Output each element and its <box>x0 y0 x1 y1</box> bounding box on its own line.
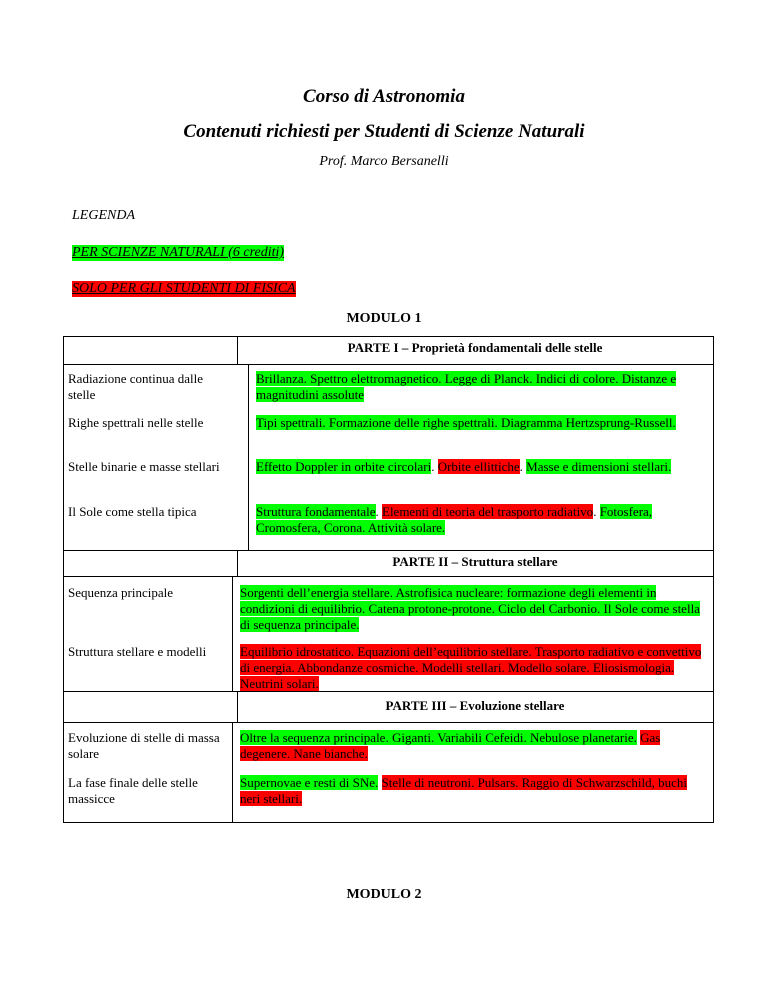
legend-heading: LEGENDA <box>72 208 135 223</box>
topic-label: Radiazione continua dalle stelle <box>68 371 204 402</box>
physics-only-text: Stelle di neutroni. Pulsars. Raggio di Schwarzschild, buchi neri stellari. <box>240 775 687 806</box>
professor-name: Prof. Marco Bersanelli <box>319 154 449 169</box>
natural-sciences-text: Oltre la sequenza principale. Giganti. Variabili Cefeidi. Nebulose planetarie. <box>240 730 637 745</box>
physics-only-text: Orbite ellittiche <box>437 459 520 474</box>
part-1-heading: PARTE I – Proprietà fondamentali delle stelle <box>347 340 603 355</box>
topic-label: Evoluzione di stelle di massa solare <box>68 730 220 761</box>
natural-sciences-text: Masse e dimensioni stellari. <box>526 459 672 474</box>
topic-content <box>240 730 708 762</box>
physics-only-text: Elementi di teoria del trasporto radiativo <box>382 504 594 519</box>
natural-sciences-text: Tipi spettrali. Formazione delle righe spettrali. Diagramma Hertzsprung-Russell. <box>256 415 676 430</box>
natural-sciences-text: Struttura fondamentale <box>256 504 376 519</box>
topic-content <box>256 371 706 403</box>
module-1-heading: MODULO 1 <box>346 311 422 326</box>
module-2-heading: MODULO 2 <box>346 887 422 902</box>
separator-text: . <box>431 459 438 474</box>
separator-text: . <box>593 504 600 519</box>
physics-only-text: Gas degenere. Nane bianche. <box>240 730 661 761</box>
topic-label: Stelle binarie e masse stellari <box>68 459 220 474</box>
separator-text: . <box>375 504 382 519</box>
topic-content <box>240 644 708 692</box>
topic-content <box>240 775 708 807</box>
topic-label: Struttura stellare e modelli <box>68 644 207 659</box>
natural-sciences-text: Brillanza. Spettro elettromagnetico. Legge di Planck. Indici di colore. Distanze e magnitudini assolute <box>256 371 677 402</box>
document-subtitle: Contenuti richiesti per Studenti di Scienze Naturali <box>183 121 585 142</box>
natural-sciences-text: Fotosfera, Cromosfera, Corona. Attività solare. <box>256 504 653 535</box>
topic-label: La fase finale delle stelle massicce <box>68 775 198 806</box>
topic-content <box>256 504 706 536</box>
topic-content <box>256 415 706 431</box>
natural-sciences-text: Supernovae e resti di SNe. <box>240 775 379 790</box>
topic-label: Righe spettrali nelle stelle <box>68 415 204 430</box>
topic-content <box>256 459 706 475</box>
part-2-heading: PARTE II – Struttura stellare <box>392 554 558 569</box>
topic-label: Sequenza principale <box>68 585 174 600</box>
legend-red-entry: SOLO PER GLI STUDENTI DI FISICA <box>72 281 296 296</box>
physics-only-text: Equilibrio idrostatico. Equazioni dell’equilibrio stellare. Trasporto radiativo e convettivo di energia. Abbondanze cosmiche. Modelli stellari. Modello solare. Eliosismologia. Neutrini solari. <box>240 644 702 691</box>
topic-label: Il Sole come stella tipica <box>68 504 197 519</box>
natural-sciences-text: Sorgenti dell’energia stellare. Astrofisica nucleare: formazione degli elementi in condizioni di equilibrio. Catena protone-protone. Ciclo del Carbonio. Il Sole come stella di sequenza principale. <box>240 585 700 632</box>
natural-sciences-text: Effetto Doppler in orbite circolari <box>256 459 432 474</box>
separator-text: . <box>519 459 527 474</box>
legend-green-entry: PER SCIENZE NATURALI (6 crediti) <box>72 245 285 260</box>
document-title: Corso di Astronomia <box>303 86 465 107</box>
topic-content <box>240 585 708 633</box>
part-3-heading: PARTE III – Evoluzione stellare <box>385 698 565 713</box>
